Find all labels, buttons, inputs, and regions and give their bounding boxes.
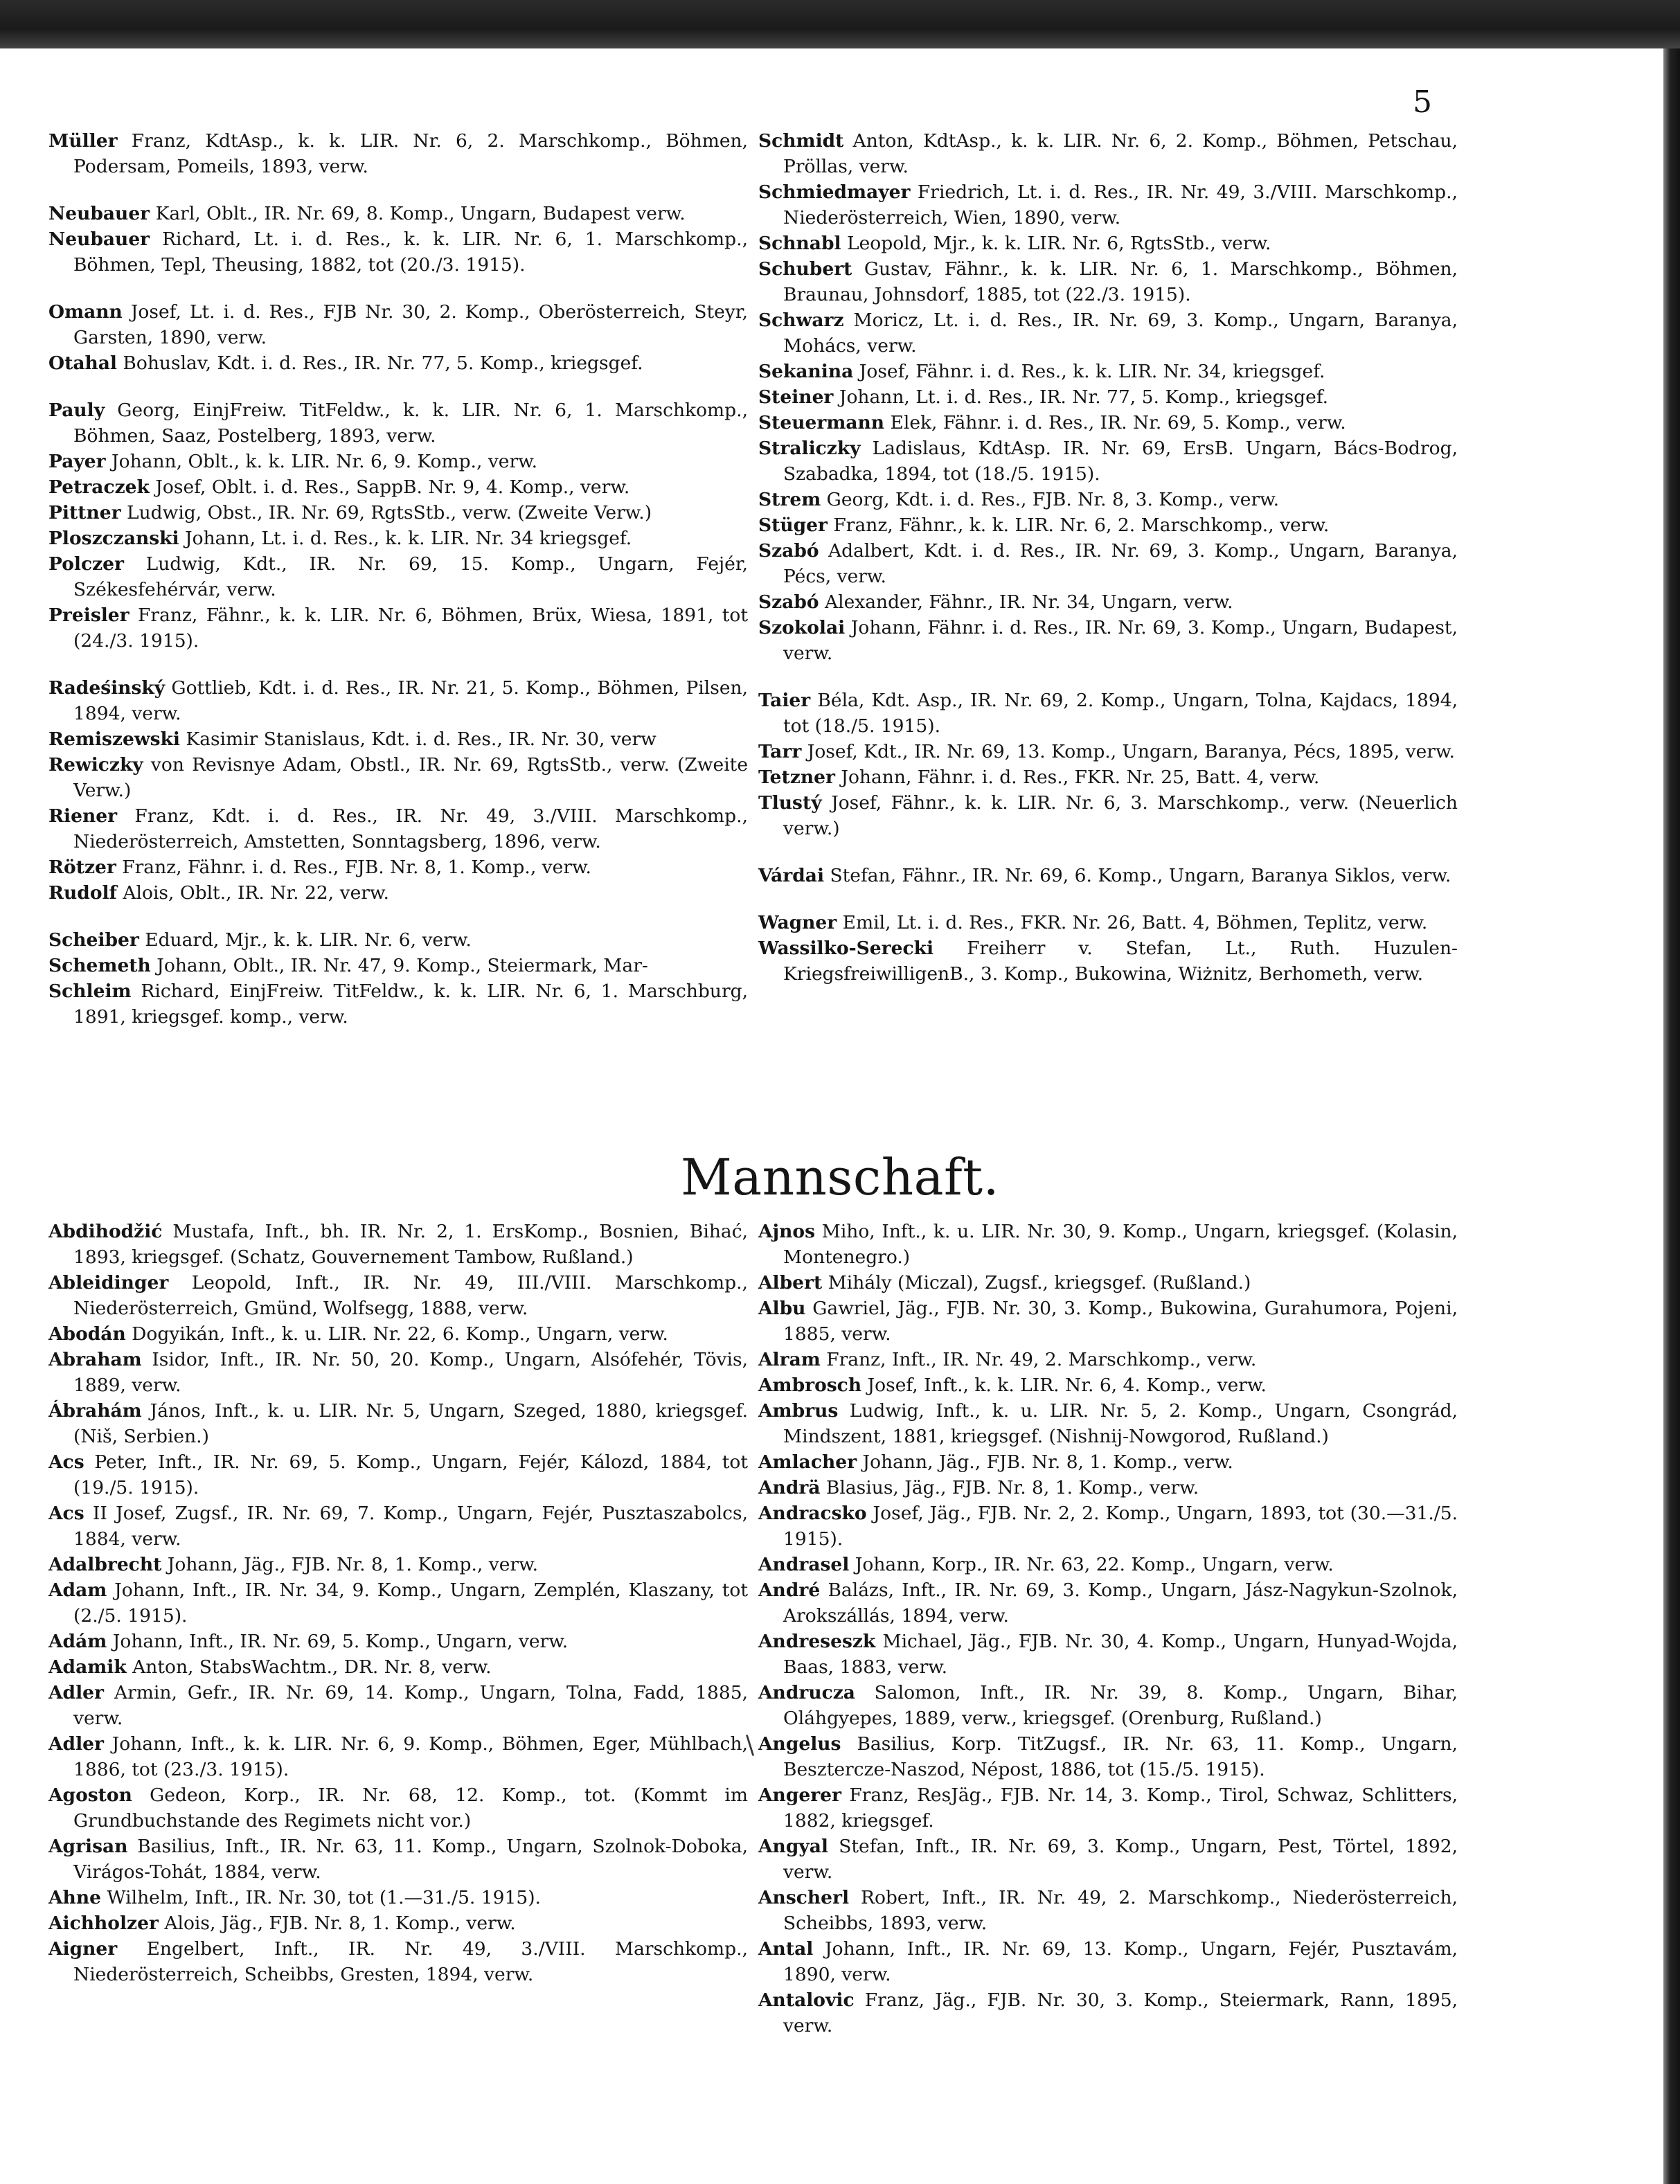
entry-surname: Alram <box>758 1349 821 1370</box>
entry-surname: Otahal <box>48 352 117 374</box>
roster-entry <box>758 1936 1458 1987</box>
roster-entry <box>758 231 1458 256</box>
entry-surname: Acs <box>48 1503 84 1524</box>
entry-surname: Szokolai <box>758 617 846 638</box>
entry-details: Josef, Jäg., FJB. Nr. 2, 2. Komp., Ungarn, 1893, tot (30.—31./5. 1915). <box>783 1503 1458 1550</box>
roster-entry <box>758 1219 1458 1270</box>
entry-surname: Szabó <box>758 540 819 562</box>
entry-details: Mustafa, Inft., bh. IR. Nr. 2, 1. ErsKomp., Bosnien, Bihać, 1893, kriegsgef. (Schatz, Gouvernement Tambow, Rußland.) <box>73 1221 748 1268</box>
entry-details: Franz, Kdt. i. d. Res., IR. Nr. 49, 3./VIII. Marschkomp., Niederösterreich, Amstetten, Sonntagsberg, 1896, verw. <box>73 805 748 852</box>
roster-entry <box>758 436 1458 487</box>
entry-details: Gawriel, Jäg., FJB. Nr. 30, 3. Komp., Bukowina, Gurahumora, Pojeni, 1885, verw. <box>783 1298 1458 1345</box>
roster-entry <box>758 1475 1458 1501</box>
roster-entry <box>48 226 748 278</box>
entry-details: Stefan, Inft., IR. Nr. 69, 3. Komp., Ungarn, Pest, Törtel, 1892, verw. <box>783 1836 1458 1883</box>
entry-surname: Pittner <box>48 502 121 523</box>
roster-entry <box>758 1987 1458 2039</box>
entry-surname: Adler <box>48 1733 104 1755</box>
entry-details: Johann, Lt. i. d. Res., k. k. LIR. Nr. 34 kriegsgef. <box>179 528 632 549</box>
roster-entry <box>48 803 748 854</box>
roster-entry <box>758 487 1458 512</box>
entry-surname: Straliczky <box>758 438 861 459</box>
entry-surname: Rudolf <box>48 882 117 904</box>
roster-entry <box>758 739 1458 764</box>
roster-entry <box>758 1449 1458 1475</box>
roster-entry <box>48 1321 748 1347</box>
entry-surname: Agoston <box>48 1784 132 1806</box>
roster-entry <box>758 910 1458 936</box>
entry-surname: Tlustý <box>758 792 822 814</box>
entry-details: Franz, Fähnr., k. k. LIR. Nr. 6, Böhmen, Brüx, Wiesa, 1891, tot (24./3. 1915). <box>73 605 748 652</box>
entry-details: Kasimir Stanislaus, Kdt. i. d. Res., IR. Nr. 30, verw <box>179 728 656 750</box>
entry-surname: Riener <box>48 805 118 827</box>
entry-surname: Adamik <box>48 1656 127 1678</box>
roster-entry <box>758 538 1458 589</box>
roster-entry <box>48 1501 748 1552</box>
entry-surname: Pauly <box>48 400 105 421</box>
entry-details: Ludwig, Kdt., IR. Nr. 69, 15. Komp., Ungarn, Fejér, Székesfehérvár, verw. <box>73 553 748 600</box>
entry-details: Salomon, Inft., IR. Nr. 39, 8. Komp., Ungarn, Bihar, Oláhgyepes, 1889, verw., kriegsgef. (Orenburg, Rußland.) <box>783 1682 1458 1729</box>
entry-surname: Albert <box>758 1272 823 1294</box>
entry-details: Johann, Lt. i. d. Res., IR. Nr. 77, 5. Komp., kriegsgef. <box>833 386 1329 408</box>
entry-details: Emil, Lt. i. d. Res., FKR. Nr. 26, Batt. 4, Böhmen, Teplitz, verw. <box>837 912 1428 933</box>
entry-surname: Strem <box>758 489 821 510</box>
roster-entry <box>758 1885 1458 1936</box>
roster-entry <box>48 201 748 226</box>
entry-surname: Andrucza <box>758 1682 855 1703</box>
entry-details: Béla, Kdt. Asp., IR. Nr. 69, 2. Komp., Ungarn, Tolna, Kajdacs, 1894, tot (18./5. 1915). <box>783 690 1458 737</box>
entry-surname: Andracsko <box>758 1503 867 1524</box>
roster-entry <box>48 1910 748 1936</box>
entry-surname: Albu <box>758 1298 806 1319</box>
entry-details: Basilius, Korp. TitZugsf., IR. Nr. 63, 11. Komp., Ungarn, Besztercze-Naszod, Népost, 1886, tot (15./5. 1915). <box>783 1733 1458 1780</box>
roster-entry <box>48 726 748 752</box>
entry-details: Balázs, Inft., IR. Nr. 69, 3. Komp., Ungarn, Jász-Nagykun-Szolnok, Arokszállás, 1894, verw. <box>783 1579 1458 1627</box>
roster-entry <box>48 1629 748 1654</box>
entry-details: Georg, EinjFreiw. TitFeldw., k. k. LIR. Nr. 6, 1. Marschkomp., Böhmen, Saaz, Postelberg, 1893, verw. <box>73 400 748 447</box>
roster-entry <box>48 350 748 376</box>
entry-surname: Adám <box>48 1631 107 1652</box>
entry-surname: Ambrus <box>758 1400 839 1422</box>
roster-entry <box>758 936 1458 987</box>
entry-details: von Revisnye Adam, Obstl., IR. Nr. 69, RgtsStb., verw. (Zweite Verw.) <box>73 754 748 801</box>
roster-entry <box>758 512 1458 538</box>
entry-details: Robert, Inft., IR. Nr. 49, 2. Marschkomp., Niederösterreich, Scheibbs, 1893, verw. <box>783 1887 1458 1934</box>
roster-entry <box>48 397 748 449</box>
entry-surname: Steiner <box>758 386 834 408</box>
roster-entry <box>758 1577 1458 1629</box>
roster-entry <box>48 978 748 1030</box>
entry-details: Mihály (Miczal), Zugsf., kriegsgef. (Rußland.) <box>822 1272 1251 1294</box>
entry-surname: Polczer <box>48 553 124 575</box>
roster-entry <box>48 1885 748 1910</box>
entry-surname: Abraham <box>48 1349 142 1370</box>
entry-surname: Sekanina <box>758 361 854 382</box>
entry-details: Anton, StabsWachtm., DR. Nr. 8, verw. <box>126 1656 492 1678</box>
entry-surname: Radeśinský <box>48 677 166 699</box>
roster-entry <box>48 854 748 880</box>
entry-details: Josef, Fähnr., k. k. LIR. Nr. 6, 3. Marschkomp., verw. (Neuerlich verw.) <box>783 792 1458 839</box>
roster-entry <box>758 410 1458 436</box>
roster-entry <box>48 1449 748 1501</box>
entry-surname: Tetzner <box>758 767 835 788</box>
entry-details: Gedeon, Korp., IR. Nr. 68, 12. Komp., tot. (Kommt im Grundbuchstande des Regimets nicht vor.) <box>73 1784 748 1832</box>
entry-surname: Schnabl <box>758 233 841 254</box>
roster-entry <box>758 589 1458 615</box>
entry-surname: Acs <box>48 1451 84 1473</box>
entry-details: Eduard, Mjr., k. k. LIR. Nr. 6, verw. <box>138 929 472 951</box>
roster-entry <box>48 1680 748 1731</box>
roster-entry <box>758 790 1458 841</box>
entry-details: Armin, Gefr., IR. Nr. 69, 14. Komp., Ungarn, Tolna, Fadd, 1885, verw. <box>73 1682 748 1729</box>
entry-details: Dogyikán, Inft., k. u. LIR. Nr. 22, 6. Komp., Ungarn, verw. <box>125 1323 668 1345</box>
entry-surname: Aigner <box>48 1938 118 1960</box>
entry-surname: Anscherl <box>758 1887 850 1908</box>
entry-details: Leopold, Mjr., k. k. LIR. Nr. 6, RgtsStb., verw. <box>841 233 1271 254</box>
roster-entry <box>48 1731 748 1782</box>
entry-details: Blasius, Jäg., FJB. Nr. 8, 1. Komp., verw. <box>820 1477 1199 1498</box>
entry-details: Georg, Kdt. i. d. Res., FJB. Nr. 8, 3. Komp., verw. <box>821 489 1280 510</box>
roster-entry <box>758 1731 1458 1782</box>
scan-border-top <box>0 0 1680 48</box>
officers-left-column <box>48 128 748 1030</box>
entry-details: Johann, Inft., k. k. LIR. Nr. 6, 9. Komp., Böhmen, Eger, Mühlbach, 1886, tot (23./3. 1915). <box>73 1733 748 1780</box>
entry-surname: Angelus <box>758 1733 841 1755</box>
roster-entry <box>48 1782 748 1834</box>
entry-details: Michael, Jäg., FJB. Nr. 30, 4. Komp., Ungarn, Hunyad-Wojda, Baas, 1883, verw. <box>783 1631 1458 1678</box>
roster-entry <box>48 299 748 350</box>
entry-surname: Wagner <box>758 912 837 933</box>
entry-details: Johann, Inft., IR. Nr. 69, 5. Komp., Ungarn, verw. <box>107 1631 569 1652</box>
roster-entry <box>758 128 1458 179</box>
entry-surname: Petraczek <box>48 476 150 498</box>
entry-surname: Schwarz <box>758 310 844 331</box>
entry-surname: Antal <box>758 1938 814 1960</box>
entry-surname: Agrisan <box>48 1836 128 1857</box>
roster-entry <box>48 1577 748 1629</box>
roster-entry <box>758 1629 1458 1680</box>
roster-entry <box>48 675 748 726</box>
entry-details: Isidor, Inft., IR. Nr. 50, 20. Komp., Ungarn, Alsófehér, Tövis, 1889, verw. <box>73 1349 748 1396</box>
entry-details: Johann, Fähnr. i. d. Res., FKR. Nr. 25, Batt. 4, verw. <box>834 767 1320 788</box>
entry-details: Ludwig, Inft., k. u. LIR. Nr. 5, 2. Komp., Ungarn, Csongrád, Mindszent, 1881, kriegsgef. (Nishnij-Nowgorod, Rußland.) <box>783 1400 1458 1447</box>
entry-surname: Scheiber <box>48 929 139 951</box>
roster-entry <box>758 1552 1458 1577</box>
entry-surname: Stüger <box>758 514 828 536</box>
entry-surname: Schleim <box>48 981 132 1002</box>
entry-surname: Angyal <box>758 1836 828 1857</box>
entry-surname: Andreseszk <box>758 1631 876 1652</box>
entry-surname: Schemeth <box>48 955 151 976</box>
entry-surname: Taier <box>758 690 811 711</box>
entry-details: Johann, Fähnr. i. d. Res., IR. Nr. 69, 3. Komp., Ungarn, Budapest, verw. <box>783 617 1458 664</box>
entry-details: Bohuslav, Kdt. i. d. Res., IR. Nr. 77, 5. Komp., kriegsgef. <box>117 352 643 374</box>
roster-entry <box>758 256 1458 307</box>
entry-surname: Ahne <box>48 1887 101 1908</box>
roster-entry <box>48 551 748 602</box>
roster-entry <box>758 359 1458 384</box>
entry-details: Freiherr v. Stefan, Lt., Ruth. Huzulen-KriegsfreiwilligenB., 3. Komp., Bukowina, Wiżnitz, Berhometh, verw. <box>783 938 1458 985</box>
roster-entry <box>48 880 748 906</box>
entry-details: Johann, Oblt., k. k. LIR. Nr. 6, 9. Komp., verw. <box>105 451 538 472</box>
roster-entry <box>758 1501 1458 1552</box>
entry-surname: Wassilko-Serecki <box>758 938 934 959</box>
entry-details: Alexander, Fähnr., IR. Nr. 34, Ungarn, verw. <box>819 591 1233 613</box>
entry-details: Josef, Lt. i. d. Res., FJB Nr. 30, 2. Komp., Oberösterreich, Steyr, Garsten, 1890, verw. <box>73 301 748 348</box>
entry-surname: Steuermann <box>758 412 885 433</box>
roster-entry <box>758 1372 1458 1398</box>
entry-details: Stefan, Fähnr., IR. Nr. 69, 6. Komp., Ungarn, Baranya Siklos, verw. <box>824 865 1451 886</box>
roster-entry <box>48 752 748 803</box>
margin-mark: \ <box>746 1731 755 1760</box>
entry-surname: Aichholzer <box>48 1913 159 1934</box>
entry-details: Franz, Jäg., FJB. Nr. 30, 3. Komp., Steiermark, Rann, 1895, verw. <box>783 1989 1458 2037</box>
entry-details: Ludwig, Obst., IR. Nr. 69, RgtsStb., verw. (Zweite Verw.) <box>120 502 652 523</box>
roster-entry <box>48 1834 748 1885</box>
entry-details: Elek, Fähnr. i. d. Res., IR. Nr. 69, 5. Komp., verw. <box>884 412 1346 433</box>
entry-surname: Tarr <box>758 741 802 762</box>
roster-entry <box>758 179 1458 231</box>
entry-details: Adalbert, Kdt. i. d. Res., IR. Nr. 69, 3. Komp., Ungarn, Baranya, Pécs, verw. <box>783 540 1458 587</box>
roster-entry <box>758 688 1458 739</box>
entry-surname: Ábrahám <box>48 1400 142 1422</box>
roster-entry <box>48 128 748 179</box>
entry-details: Josef, Inft., k. k. LIR. Nr. 6, 4. Komp., verw. <box>861 1375 1267 1396</box>
roster-entry <box>48 1654 748 1680</box>
mannschaft-left-column <box>48 1219 748 1987</box>
entry-details: Johann, Inft., IR. Nr. 34, 9. Komp., Ungarn, Zemplén, Klaszany, tot (2./5. 1915). <box>73 1579 748 1627</box>
entry-surname: Schubert <box>758 258 852 280</box>
entry-details: II Josef, Zugsf., IR. Nr. 69, 7. Komp., Ungarn, Fejér, Pusztaszabolcs, 1884, verw. <box>73 1503 748 1550</box>
entry-surname: Andrä <box>758 1477 821 1498</box>
roster-entry <box>48 1936 748 1987</box>
entry-details: Johann, Jäg., FJB. Nr. 8, 1. Komp., verw. <box>161 1554 539 1575</box>
roster-entry <box>48 927 748 953</box>
entry-details: Alois, Oblt., IR. Nr. 22, verw. <box>116 882 389 904</box>
entry-surname: Schmidt <box>758 130 844 152</box>
entry-surname: Várdai <box>758 865 825 886</box>
entry-surname: Schmiedmayer <box>758 181 911 203</box>
entry-details: Franz, KdtAsp., k. k. LIR. Nr. 6, 2. Marschkomp., Böhmen, Podersam, Pomeils, 1893, verw. <box>73 130 748 177</box>
entry-surname: André <box>758 1579 821 1601</box>
entry-details: Karl, Oblt., IR. Nr. 69, 8. Komp., Ungarn, Budapest verw. <box>150 203 686 224</box>
scan-border-right <box>1663 48 1680 2184</box>
entry-details: Johann, Oblt., IR. Nr. 47, 9. Komp., Steiermark, Mar- <box>150 955 648 976</box>
roster-entry <box>48 500 748 526</box>
entry-surname: Preisler <box>48 605 129 626</box>
entry-surname: Andrasel <box>758 1554 850 1575</box>
entry-details: Gustav, Fähnr., k. k. LIR. Nr. 6, 1. Marschkomp., Böhmen, Braunau, Johnsdorf, 1885, tot (22./3. 1915). <box>783 258 1458 305</box>
entry-details: Wilhelm, Inft., IR. Nr. 30, tot (1.—31./5. 1915). <box>100 1887 541 1908</box>
entry-details: Josef, Oblt. i. d. Res., SappB. Nr. 9, 4. Komp., verw. <box>149 476 630 498</box>
roster-entry <box>48 1398 748 1449</box>
roster-entry <box>48 1347 748 1398</box>
entry-surname: Szabó <box>758 591 819 613</box>
entry-details: Leopold, Inft., IR. Nr. 49, III./VIII. Marschkomp., Niederösterreich, Gmünd, Wolfsegg, 1888, verw. <box>73 1272 748 1319</box>
officers-right-column <box>758 128 1458 987</box>
entry-details: Ladislaus, KdtAsp. IR. Nr. 69, ErsB. Ungarn, Bács-Bodrog, Szabadka, 1894, tot (18./5. 1915). <box>783 438 1458 485</box>
entry-details: Alois, Jäg., FJB. Nr. 8, 1. Komp., verw. <box>158 1913 516 1934</box>
roster-entry <box>758 1296 1458 1347</box>
entry-surname: Müller <box>48 130 118 152</box>
entry-surname: Antalovic <box>758 1989 855 2011</box>
roster-entry <box>758 1270 1458 1296</box>
entry-surname: Adam <box>48 1579 107 1601</box>
section-title-mannschaft: Mannschaft. <box>681 1148 999 1206</box>
entry-surname: Payer <box>48 451 106 472</box>
entry-details: Richard, Lt. i. d. Res., k. k. LIR. Nr. 6, 1. Marschkomp., Böhmen, Tepl, Theusing, 1882, tot (20./3. 1915). <box>73 229 748 276</box>
entry-surname: Amlacher <box>758 1451 857 1473</box>
entry-details: Josef, Kdt., IR. Nr. 69, 13. Komp., Ungarn, Baranya, Pécs, 1895, verw. <box>801 741 1455 762</box>
roster-entry <box>758 307 1458 359</box>
entry-details: Anton, KdtAsp., k. k. LIR. Nr. 6, 2. Komp., Böhmen, Petschau, Pröllas, verw. <box>783 130 1458 177</box>
entry-details: Friedrich, Lt. i. d. Res., IR. Nr. 49, 3./VIII. Marschkomp., Niederösterreich, Wien, 1890, verw. <box>783 181 1458 229</box>
roster-entry <box>48 1270 748 1321</box>
roster-entry <box>48 449 748 474</box>
entry-surname: Omann <box>48 301 123 323</box>
entry-surname: Angerer <box>758 1784 842 1806</box>
roster-entry <box>758 863 1458 888</box>
entry-details: János, Inft., k. u. LIR. Nr. 5, Ungarn, Szeged, 1880, kriegsgef. (Niš, Serbien.) <box>73 1400 748 1447</box>
roster-entry <box>48 1552 748 1577</box>
entry-surname: Ambrosch <box>758 1375 862 1396</box>
mannschaft-right-column <box>758 1219 1458 2039</box>
roster-entry <box>758 1347 1458 1372</box>
entry-surname: Rewiczky <box>48 754 143 776</box>
page-number: 5 <box>1413 84 1432 120</box>
entry-details: Franz, Inft., IR. Nr. 49, 2. Marschkomp., verw. <box>820 1349 1257 1370</box>
entry-surname: Abdihodžić <box>48 1221 163 1242</box>
entry-details: Franz, Fähnr., k. k. LIR. Nr. 6, 2. Marschkomp., verw. <box>828 514 1330 536</box>
entry-surname: Adalbrecht <box>48 1554 162 1575</box>
entry-details: Richard, EinjFreiw. TitFeldw., k. k. LIR. Nr. 6, 1. Marschburg, 1891, kriegsgef. komp., verw. <box>73 981 748 1028</box>
entry-details: Johann, Korp., IR. Nr. 63, 22. Komp., Ungarn, verw. <box>849 1554 1334 1575</box>
entry-details: Johann, Inft., IR. Nr. 69, 13. Komp., Ungarn, Fejér, Pusztavám, 1890, verw. <box>783 1938 1458 1985</box>
entry-details: Basilius, Inft., IR. Nr. 63, 11. Komp., Ungarn, Szolnok-Doboka, Virágos-Tohát, 1884, verw. <box>73 1836 748 1883</box>
roster-entry <box>48 953 748 978</box>
entry-details: Johann, Jäg., FJB. Nr. 8, 1. Komp., verw. <box>857 1451 1233 1473</box>
entry-surname: Ploszczanski <box>48 528 179 549</box>
entry-details: Peter, Inft., IR. Nr. 69, 5. Komp., Ungarn, Fejér, Kálozd, 1884, tot (19./5. 1915). <box>73 1451 748 1498</box>
entry-details: Miho, Inft., k. u. LIR. Nr. 30, 9. Komp., Ungarn, kriegsgef. (Kolasin, Montenegro.) <box>783 1221 1458 1268</box>
roster-entry <box>48 602 748 654</box>
roster-entry <box>758 1398 1458 1449</box>
entry-details: Gottlieb, Kdt. i. d. Res., IR. Nr. 21, 5. Komp., Böhmen, Pilsen, 1894, verw. <box>73 677 748 724</box>
roster-entry <box>758 764 1458 790</box>
roster-entry <box>758 384 1458 410</box>
entry-details: Josef, Fähnr. i. d. Res., k. k. LIR. Nr. 34, kriegsgef. <box>853 361 1325 382</box>
entry-surname: Ajnos <box>758 1221 816 1242</box>
entry-surname: Adler <box>48 1682 104 1703</box>
roster-entry <box>758 615 1458 666</box>
entry-details: Franz, Fähnr. i. d. Res., FJB. Nr. 8, 1. Komp., verw. <box>116 857 591 878</box>
entry-surname: Abodán <box>48 1323 126 1345</box>
entry-surname: Neubauer <box>48 203 150 224</box>
entry-details: Franz, ResJäg., FJB. Nr. 14, 3. Komp., Tirol, Schwaz, Schlitters, 1882, kriegsgef. <box>783 1784 1458 1832</box>
entry-surname: Remiszewski <box>48 728 180 750</box>
roster-entry <box>48 526 748 551</box>
entry-surname: Ableidinger <box>48 1272 169 1294</box>
roster-entry <box>48 1219 748 1270</box>
roster-entry <box>758 1834 1458 1885</box>
roster-entry <box>758 1782 1458 1834</box>
roster-entry <box>758 1680 1458 1731</box>
entry-details: Moricz, Lt. i. d. Res., IR. Nr. 69, 3. Komp., Ungarn, Baranya, Mohács, verw. <box>783 310 1458 357</box>
entry-surname: Rötzer <box>48 857 116 878</box>
entry-surname: Neubauer <box>48 229 150 250</box>
roster-entry <box>48 474 748 500</box>
entry-details: Engelbert, Inft., IR. Nr. 49, 3./VIII. Marschkomp., Niederösterreich, Scheibbs, Gresten, 1894, verw. <box>73 1938 748 1985</box>
